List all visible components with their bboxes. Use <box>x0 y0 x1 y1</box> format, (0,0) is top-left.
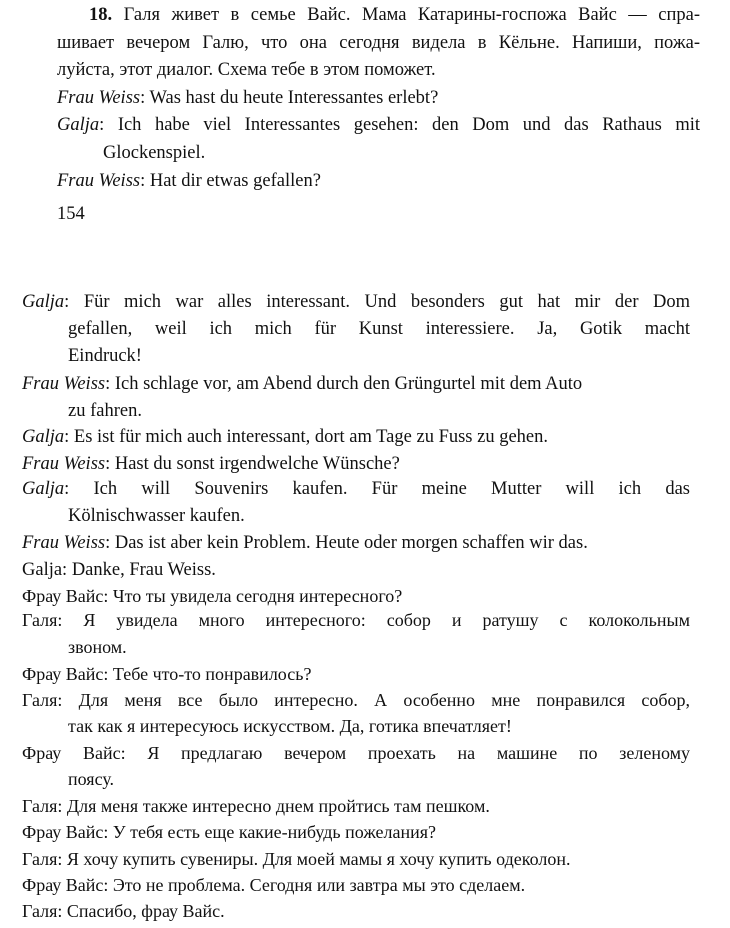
ru-line-6: Галя: Для меня также интересно днем пройтись там пешком. <box>22 796 490 816</box>
de-line-1: Galja: Für mich war alles interessant. Und besonders gut hat mir der Dom <box>22 292 690 312</box>
de-line-3: Galja: Es ist für mich auch interessant, dort am Tage zu Fuss zu gehen. <box>22 427 549 447</box>
page-number: 154 <box>57 204 85 224</box>
ru-line-10: Галя: Спасибо, фрау Вайс. <box>22 901 225 921</box>
exercise-task-line-3: луйста, этот диалог. Схема тебе в этом поможет. <box>57 60 436 80</box>
ru-line-4b: так как я интересуюсь искусством. Да, готика впечатляет! <box>68 716 512 736</box>
prompt-line-2: Galja: Ich habe viel Interessantes gesehen: den Dom und das Rathaus mit <box>57 115 700 135</box>
exercise-task-line-1: 18. Галя живет в семье Вайс. Мама Катарины-госпожа Вайс — спра- <box>89 5 700 25</box>
ru-line-1: Фрау Вайс: Что ты увидела сегодня интересного? <box>22 586 403 606</box>
ru-line-3: Фрау Вайс: Тебе что-то понравилось? <box>22 664 312 684</box>
ru-line-8: Галя: Я хочу купить сувениры. Для моей мамы я хочу купить одеколон. <box>22 849 571 869</box>
prompt-line-1: Frau Weiss: Was hast du heute Interessantes erlebt? <box>57 88 439 108</box>
de-line-5b: Kölnischwasser kaufen. <box>68 506 245 526</box>
de-line-1c: Eindruck! <box>68 346 142 366</box>
de-line-7: Galja: Danke, Frau Weiss. <box>22 560 216 580</box>
de-line-5: Galja: Ich will Souvenirs kaufen. Für meine Mutter will ich das <box>22 479 691 499</box>
prompt-line-2-cont: Glockenspiel. <box>103 143 206 163</box>
exercise-task-line-2: шивает вечером Галю, что она сегодня видела в Кёльне. Напиши, пожа- <box>57 33 700 53</box>
de-line-2b: zu fahren. <box>68 401 142 421</box>
ru-line-4: Галя: Для меня все было интересно. А особенно мне понравился собор, <box>22 690 690 710</box>
de-line-1b: gefallen, weil ich mich für Kunst interessiere. Ja, Gotik macht <box>68 319 690 339</box>
ru-line-5b: поясу. <box>68 769 115 789</box>
ru-line-2b: звоном. <box>68 637 127 657</box>
ru-line-9: Фрау Вайс: Это не проблема. Сегодня или завтра мы это сделаем. <box>22 875 526 895</box>
de-line-2: Frau Weiss: Ich schlage vor, am Abend durch den Grüngurtel mit dem Auto <box>22 374 583 394</box>
ru-line-5: Фрау Вайс: Я предлагаю вечером проехать на машине по зеленому <box>22 743 690 763</box>
prompt-line-3: Frau Weiss: Hat dir etwas gefallen? <box>57 171 321 191</box>
ru-line-7: Фрау Вайс: У тебя есть еще какие-нибудь пожелания? <box>22 822 437 842</box>
de-line-6: Frau Weiss: Das ist aber kein Problem. Heute oder morgen schaffen wir das. <box>22 533 588 553</box>
de-line-4: Frau Weiss: Hast du sonst irgendwelche Wünsche? <box>22 454 400 474</box>
exercise-number: 18. <box>89 5 113 25</box>
ru-line-2: Галя: Я увидела много интересного: собор и ратушу с колокольным <box>22 610 690 630</box>
